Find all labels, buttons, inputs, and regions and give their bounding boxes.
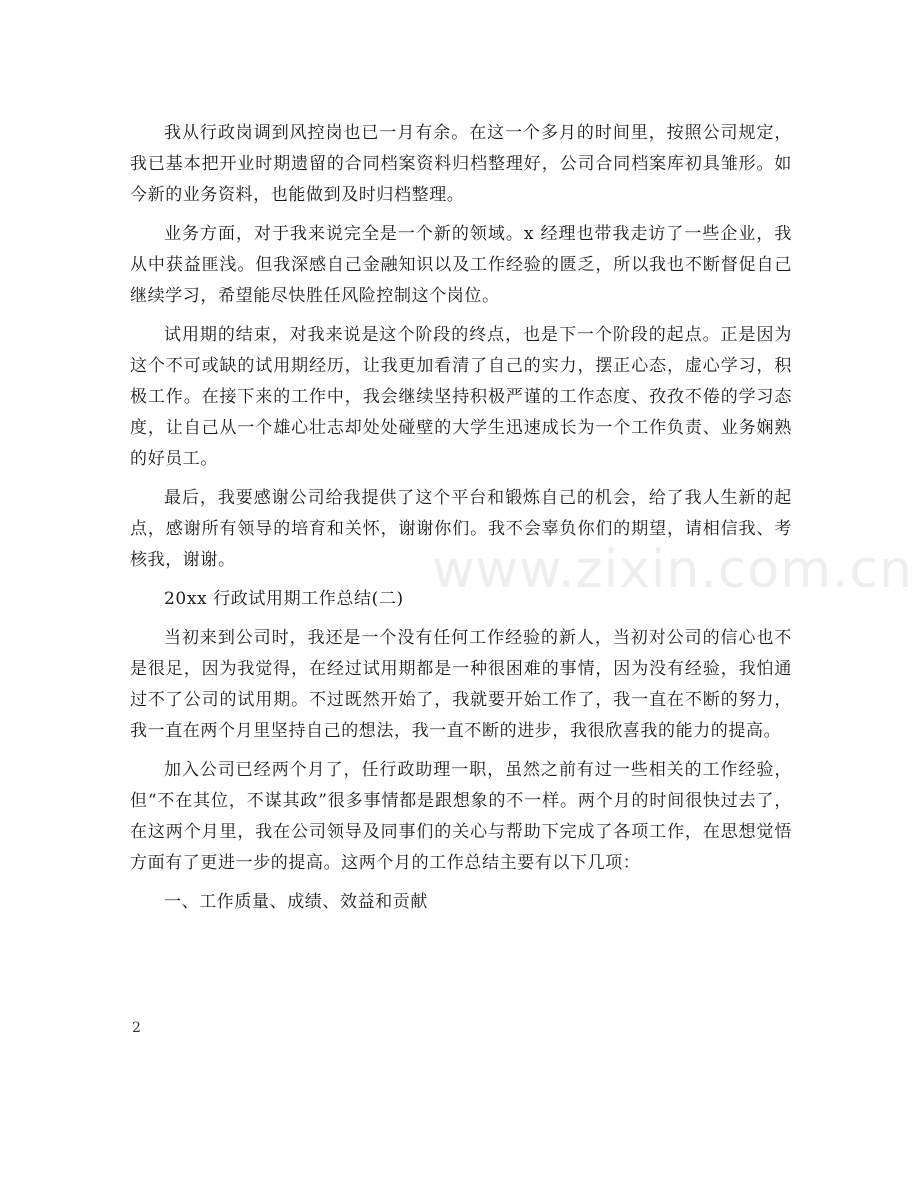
- watermark: www.zixin.com.cn: [432, 540, 913, 600]
- document-body: [130, 118, 792, 926]
- paragraph-two-months: 加入公司已经两个月了，任行政助理一职，虽然之前有过一些相关的工作经验，但“不在其位，不谋其政”很多事情都是跟想象的不一样。两个月的时间很快过去了，在这两个月里，我在公司领导及同事们的关心与帮助下完成了各项工作，在思想觉悟方面有了更进一步的提高。这两个月的工作总结主要有以下几项：: [130, 760, 792, 873]
- paragraph-thanks: 最后，我要感谢公司给我提供了这个平台和锻炼自己的机会，给了我人生新的起点，感谢所有领导的培育和关怀，谢谢你们。我不会辜负你们的期望，请相信我、考核我，谢谢。: [130, 488, 792, 570]
- paragraph-beginning: 当初来到公司时，我还是一个没有任何工作经验的新人，当初对公司的信心也不是很足，因为我觉得，在经过试用期都是一种很困难的事情，因为没有经验，我怕通过不了公司的试用期。不过既然开始了，我就要开始工作了，我一直在不断的努力，我一直在两个月里坚持自己的想法，我一直不断的进步，我很欣喜我的能力的提高。: [130, 628, 792, 741]
- paragraph-business: 业务方面，对于我来说完全是一个新的领域。x 经理也带我走访了一些企业，我从中获益匪浅。但我深感自己金融知识以及工作经验的匮乏，所以我也不断督促自己继续学习，希望能尽快胜任风险控制这个岗位。: [130, 224, 792, 306]
- section-heading: 20xx 行政试用期工作总结(二): [164, 589, 404, 609]
- paragraph-probation-end: 试用期的结束，对我来说是这个阶段的终点，也是下一个阶段的起点。正是因为这个不可或缺的试用期经历，让我更加看清了自己的实力，摆正心态，虚心学习，积极工作。在接下来的工作中，我会继续坚持积极严谨的工作态度、孜孜不倦的学习态度，让自己从一个雄心壮志却处处碰壁的大学生迅速成长为一个工作负责、业务娴熟的好员工。: [130, 325, 792, 469]
- subsection-heading: 一、工作质量、成绩、效益和贡献: [164, 892, 428, 912]
- page-number: 2: [132, 1020, 141, 1036]
- paragraph-role-transfer: 我从行政岗调到风控岗也已一月有余。在这一个多月的时间里，按照公司规定，我已基本把开业时期遗留的合同档案资料归档整理好，公司合同档案库初具雏形。如今新的业务资料，也能做到及时归档整理。: [130, 123, 792, 205]
